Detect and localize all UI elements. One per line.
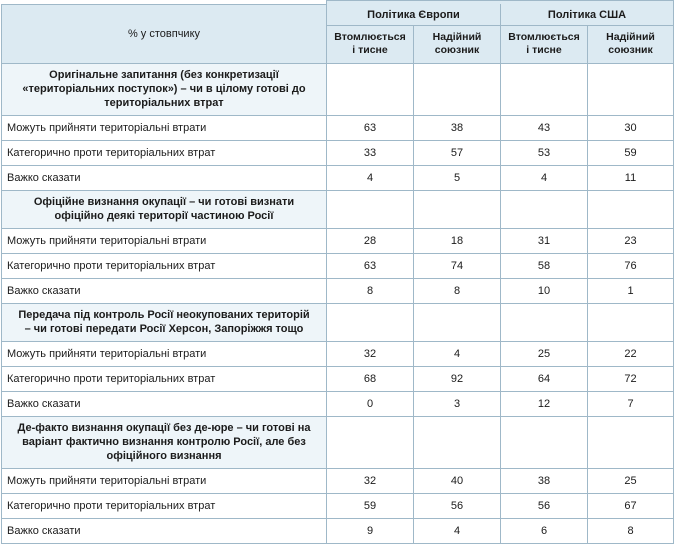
row-value: 43 <box>501 116 588 141</box>
row-value: 68 <box>327 367 414 392</box>
row-value: 40 <box>414 469 501 494</box>
row-label: Категорично проти територіальних втрат <box>2 494 327 519</box>
row-value: 38 <box>501 469 588 494</box>
section-blank-cell <box>588 304 674 342</box>
row-value: 59 <box>327 494 414 519</box>
section-title: Де-факто визнання окупації без де-юре – чи готові на варіант фактично визнання контролю Росії, але без офіційного визнання <box>2 417 327 469</box>
row-value: 5 <box>414 166 501 191</box>
row-value: 0 <box>327 392 414 417</box>
header-subcolumn-line1: Втомлюється <box>508 31 580 43</box>
section-blank-cell <box>501 191 588 229</box>
header-subcolumn-0 <box>327 26 414 64</box>
row-value: 7 <box>588 392 674 417</box>
row-value: 25 <box>501 342 588 367</box>
row-value: 32 <box>327 469 414 494</box>
header-subcolumn-line2: і тисне <box>526 44 562 56</box>
section-blank-cell <box>501 417 588 469</box>
section-header-row <box>2 191 674 229</box>
section-blank-cell <box>327 191 414 229</box>
row-value: 6 <box>501 519 588 544</box>
row-label: Можуть прийняти територіальні втрати <box>2 469 327 494</box>
section-blank-cell <box>588 191 674 229</box>
row-label: Можуть прийняти територіальні втрати <box>2 229 327 254</box>
row-value: 8 <box>588 519 674 544</box>
row-value: 8 <box>327 279 414 304</box>
row-value: 8 <box>414 279 501 304</box>
row-label: Категорично проти територіальних втрат <box>2 367 327 392</box>
row-value: 23 <box>588 229 674 254</box>
header-group-usa: Політика США <box>501 4 674 26</box>
row-value: 4 <box>501 166 588 191</box>
row-value: 53 <box>501 141 588 166</box>
table-row <box>2 469 674 494</box>
table-row <box>2 116 674 141</box>
row-value: 18 <box>414 229 501 254</box>
section-blank-cell <box>327 417 414 469</box>
row-label: Можуть прийняти територіальні втрати <box>2 342 327 367</box>
section-blank-cell <box>327 64 414 116</box>
table-row <box>2 229 674 254</box>
table-row <box>2 141 674 166</box>
row-value: 3 <box>414 392 501 417</box>
row-value: 59 <box>588 141 674 166</box>
section-header-row <box>2 304 674 342</box>
table-row <box>2 166 674 191</box>
table-row <box>2 254 674 279</box>
header-group-row <box>2 4 674 26</box>
row-value: 63 <box>327 116 414 141</box>
row-value: 10 <box>501 279 588 304</box>
row-label: Важко сказати <box>2 166 327 191</box>
section-blank-cell <box>414 64 501 116</box>
table-row <box>2 279 674 304</box>
row-value: 72 <box>588 367 674 392</box>
table-row <box>2 367 674 392</box>
table-row <box>2 519 674 544</box>
row-value: 9 <box>327 519 414 544</box>
row-value: 25 <box>588 469 674 494</box>
header-subcolumn-line2: союзник <box>434 44 480 56</box>
section-blank-cell <box>588 417 674 469</box>
row-value: 32 <box>327 342 414 367</box>
row-label: Категорично проти територіальних втрат <box>2 254 327 279</box>
header-subcolumn-1 <box>414 26 501 64</box>
row-value: 56 <box>414 494 501 519</box>
row-value: 11 <box>588 166 674 191</box>
header-group-europe: Політика Європи <box>327 4 501 26</box>
section-blank-cell <box>501 64 588 116</box>
row-value: 63 <box>327 254 414 279</box>
section-blank-cell <box>414 304 501 342</box>
row-value: 76 <box>588 254 674 279</box>
section-blank-cell <box>414 191 501 229</box>
row-label: Важко сказати <box>2 392 327 417</box>
row-label: Категорично проти територіальних втрат <box>2 141 327 166</box>
table-row <box>2 392 674 417</box>
row-value: 4 <box>414 519 501 544</box>
row-value: 56 <box>501 494 588 519</box>
row-value: 74 <box>414 254 501 279</box>
row-value: 22 <box>588 342 674 367</box>
header-subcolumn-line1: Надійний <box>432 31 482 43</box>
section-header-row <box>2 64 674 116</box>
section-blank-cell <box>501 304 588 342</box>
row-value: 28 <box>327 229 414 254</box>
header-subcolumn-line1: Надійний <box>606 31 655 43</box>
header-subcolumn-line2: союзник <box>608 44 653 56</box>
column-percent-label: % у стовпчику <box>2 4 327 64</box>
row-value: 92 <box>414 367 501 392</box>
header-subcolumn-line1: Втомлюється <box>334 31 406 43</box>
row-value: 38 <box>414 116 501 141</box>
row-value: 58 <box>501 254 588 279</box>
header-subcolumn-3 <box>588 26 674 64</box>
table-body <box>2 1 674 544</box>
section-title: Офіційне визнання окупації – чи готові визнати офіційно деякі території частиною Росії <box>2 191 327 229</box>
section-blank-cell <box>414 417 501 469</box>
row-value: 1 <box>588 279 674 304</box>
row-label: Можуть прийняти територіальні втрати <box>2 116 327 141</box>
row-value: 64 <box>501 367 588 392</box>
section-blank-cell <box>588 64 674 116</box>
row-value: 57 <box>414 141 501 166</box>
row-value: 4 <box>327 166 414 191</box>
results-table <box>1 0 674 544</box>
header-subcolumn-line2: і тисне <box>352 44 388 56</box>
table-row <box>2 342 674 367</box>
row-value: 4 <box>414 342 501 367</box>
row-value: 67 <box>588 494 674 519</box>
section-title: Передача під контроль Росії неокупованих територій – чи готові передати Росії Херсон, Запоріжжя тощо <box>2 304 327 342</box>
section-title: Оригінальне запитання (без конкретизації «територіальних поступок») – чи в цілому готові до територіальних втрат <box>2 64 327 116</box>
row-label: Важко сказати <box>2 279 327 304</box>
row-value: 12 <box>501 392 588 417</box>
row-value: 33 <box>327 141 414 166</box>
row-label: Важко сказати <box>2 519 327 544</box>
section-header-row <box>2 417 674 469</box>
table-row <box>2 494 674 519</box>
section-blank-cell <box>327 304 414 342</box>
header-subcolumn-2 <box>501 26 588 64</box>
row-value: 31 <box>501 229 588 254</box>
row-value: 30 <box>588 116 674 141</box>
